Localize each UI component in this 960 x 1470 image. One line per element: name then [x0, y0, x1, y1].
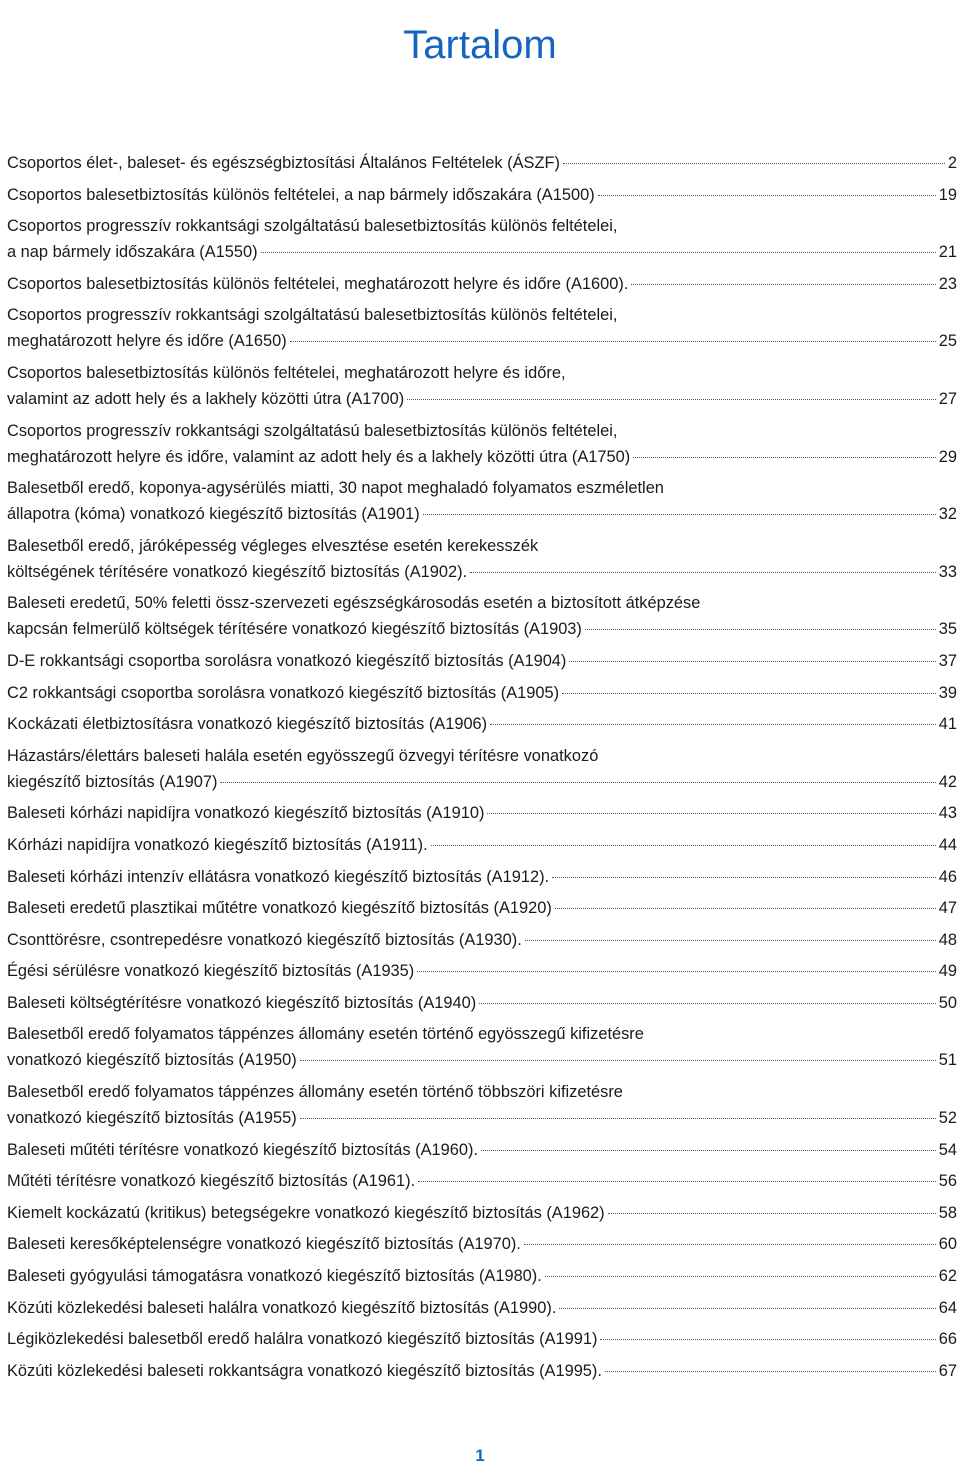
dot-leader: [431, 845, 936, 846]
toc-entry[interactable]: [7, 1081, 957, 1129]
toc-entry-line: [7, 273, 957, 295]
toc-entry[interactable]: [7, 713, 957, 735]
dot-leader: [290, 341, 936, 342]
toc-entry-line: [7, 446, 957, 468]
toc-entry-title: Balesetből eredő folyamatos táppénzes állomány esetén történő egyösszegű kifizetésre: [7, 1025, 644, 1044]
toc-entry-line: [7, 771, 957, 793]
dot-leader: [552, 877, 936, 878]
dot-leader: [418, 1181, 936, 1182]
toc-entry[interactable]: [7, 1297, 957, 1319]
toc-entry[interactable]: [7, 1170, 957, 1192]
toc-entry-line: [7, 929, 957, 951]
toc-page-number: 60: [938, 1235, 957, 1254]
toc-entry-title: a nap bármely időszakára (A1550): [7, 243, 258, 262]
toc-entry-line: [7, 1170, 957, 1192]
dot-leader: [525, 940, 936, 941]
toc-entry-title: kiegészítő biztosítás (A1907): [7, 772, 218, 791]
toc-entry[interactable]: [7, 1360, 957, 1382]
toc-page-number: 58: [938, 1203, 957, 1222]
dot-leader: [585, 629, 936, 630]
dot-leader: [417, 971, 936, 972]
toc-entry-line: [7, 241, 957, 263]
toc-entry-title: Baleseti eredetű, 50% feletti össz-szervezeti egészségkárosodás esetén a biztosított átképzése: [7, 594, 701, 613]
toc-page-number: 51: [938, 1051, 957, 1070]
dot-leader: [569, 661, 935, 662]
dot-leader: [524, 1244, 936, 1245]
toc-entry-title: Csoportos élet-, baleset- és egészségbiztosítási Általános Feltételek (ÁSZF): [7, 154, 560, 172]
toc-entry[interactable]: [7, 215, 957, 263]
toc-page-number: 32: [938, 505, 957, 524]
toc-entry[interactable]: [7, 152, 957, 174]
toc-entry-line: [7, 802, 957, 824]
toc-entry[interactable]: [7, 1202, 957, 1224]
toc-entry-title: Kiemelt kockázatú (kritikus) betegségekre vonatkozó kiegészítő biztosítás (A1962): [7, 1203, 605, 1222]
toc-entry-title: Baleseti kórházi napidíjra vonatkozó kiegészítő biztosítás (A1910): [7, 804, 485, 823]
page-number: 1: [475, 1446, 485, 1465]
toc-page-number: 64: [938, 1298, 957, 1317]
dot-leader: [559, 1308, 935, 1309]
toc-entry-title: Csoportos progresszív rokkantsági szolgáltatású balesetbiztosítás különös feltételei,: [7, 421, 618, 440]
toc-page-number: 50: [938, 993, 957, 1012]
toc-entry[interactable]: [7, 802, 957, 824]
toc-entry-title: Baleseti keresőképtelenségre vonatkozó kiegészítő biztosítás (A1970).: [7, 1235, 521, 1254]
toc-entry-title: Műtéti térítésre vonatkozó kiegészítő biztosítás (A1961).: [7, 1172, 416, 1191]
toc-entry-title: költségének térítésére vonatkozó kiegészítő biztosítás (A1902).: [7, 562, 468, 581]
toc-page-number: 25: [938, 332, 957, 351]
toc-entry-line: [7, 618, 957, 640]
toc-page-number: 52: [938, 1109, 957, 1128]
toc-entry[interactable]: [7, 1265, 957, 1287]
toc-entry-title: Baleseti gyógyulási támogatásra vonatkozó kiegészítő biztosítás (A1980).: [7, 1267, 542, 1286]
toc-entry-title: Balesetből eredő, koponya-agysérülés miatti, 30 napot meghaladó folyamatos eszméletlen: [7, 479, 664, 498]
toc-entry[interactable]: [7, 1023, 957, 1071]
toc-entry-title: Csonttörésre, csontrepedésre vonatkozó kiegészítő biztosítás (A1930).: [7, 930, 522, 949]
toc-entry[interactable]: [7, 866, 957, 888]
toc-entry-line: [7, 388, 957, 410]
toc-entry-title: Csoportos balesetbiztosítás különös feltételei, a nap bármely időszakára (A1500): [7, 185, 595, 204]
toc-entry[interactable]: [7, 992, 957, 1014]
toc-entry-title: Baleseti költségtérítésre vonatkozó kiegészítő biztosítás (A1940): [7, 993, 477, 1012]
toc-entry-title: Baleseti eredetű plasztikai műtétre vonatkozó kiegészítő biztosítás (A1920): [7, 899, 552, 918]
toc-entry-title: Kockázati életbiztosításra vonatkozó kiegészítő biztosítás (A1906): [7, 715, 488, 734]
dot-leader: [470, 572, 936, 573]
toc-entry-line: [7, 362, 957, 384]
toc-page-number: 43: [938, 804, 957, 823]
toc-entry-title: D-E rokkantsági csoportba sorolásra vonatkozó kiegészítő biztosítás (A1904): [7, 651, 567, 670]
dot-leader: [300, 1118, 936, 1119]
toc-entry-title: állapotra (kóma) vonatkozó kiegészítő biztosítás (A1901): [7, 505, 420, 524]
toc-entry-line: [7, 745, 957, 767]
toc-entry-line: [7, 1360, 957, 1382]
toc-entry-title: Égési sérülésre vonatkozó kiegészítő biztosítás (A1935): [7, 962, 415, 981]
toc-entry[interactable]: [7, 834, 957, 856]
toc-entry[interactable]: [7, 897, 957, 919]
toc-page-number: 33: [938, 562, 957, 581]
toc-page-number: 48: [938, 930, 957, 949]
toc-entry-line: [7, 592, 957, 614]
toc-entry[interactable]: [7, 362, 957, 410]
toc-entry-title: Baleseti műtéti térítésre vonatkozó kiegészítő biztosítás (A1960).: [7, 1140, 479, 1159]
toc-entry[interactable]: [7, 535, 957, 583]
page-title: Tartalom: [403, 22, 557, 67]
toc-entry-title: Csoportos balesetbiztosítás különös feltételei, meghatározott helyre és időre (A1600).: [7, 274, 629, 293]
toc-entry-title: meghatározott helyre és időre (A1650): [7, 332, 287, 351]
toc-entry[interactable]: [7, 477, 957, 525]
toc-page-number: 54: [938, 1140, 957, 1159]
dot-leader: [633, 457, 936, 458]
toc-entry-line: [7, 1049, 957, 1071]
toc-entry-title: Közúti közlekedési baleseti halálra vonatkozó kiegészítő biztosítás (A1990).: [7, 1298, 557, 1317]
toc-entry[interactable]: [7, 1233, 957, 1255]
toc-entry-line: [7, 713, 957, 735]
toc-entry-title: valamint az adott hely és a lakhely közötti útra (A1700): [7, 389, 405, 408]
toc-entry-line: [7, 535, 957, 557]
toc-entry-title: Kórházi napidíjra vonatkozó kiegészítő biztosítás (A1911).: [7, 835, 428, 854]
toc-entry-line: [7, 992, 957, 1014]
dot-leader: [220, 782, 935, 783]
toc-entry-line: [7, 1139, 957, 1161]
dot-leader: [555, 908, 936, 909]
toc-entry-title: Baleseti kórházi intenzív ellátásra vonatkozó kiegészítő biztosítás (A1912).: [7, 867, 550, 886]
toc-page-number: 41: [938, 715, 957, 734]
toc-entry-title: Közúti közlekedési baleseti rokkantságra vonatkozó kiegészítő biztosítás (A1995).: [7, 1361, 602, 1380]
toc-page-number: 62: [938, 1267, 957, 1286]
toc-entry-line: [7, 897, 957, 919]
toc-entry-line: [7, 1328, 957, 1350]
toc-page-number: 47: [938, 899, 957, 918]
toc-entry-line: [7, 152, 957, 174]
toc-page-number: 21: [938, 243, 957, 262]
toc-entry[interactable]: [7, 682, 957, 704]
dot-leader: [563, 163, 945, 164]
toc-entry-title: Légiközlekedési balesetből eredő halálra vonatkozó kiegészítő biztosítás (A1991): [7, 1330, 598, 1349]
toc-entry[interactable]: [7, 1139, 957, 1161]
toc-page-number: 49: [938, 962, 957, 981]
toc-entry-line: [7, 1233, 957, 1255]
dot-leader: [481, 1150, 936, 1151]
toc-entry-line: [7, 330, 957, 352]
toc-entry-line: [7, 477, 957, 499]
toc-entry-line: [7, 682, 957, 704]
toc-entry-title: Balesetből eredő folyamatos táppénzes állomány esetén történő többszöri kifizetésre: [7, 1083, 623, 1102]
dot-leader: [487, 813, 935, 814]
toc-entry-title: Balesetből eredő, járóképesség végleges elvesztése esetén kerekesszék: [7, 536, 539, 555]
toc-entry-title: kapcsán felmerülő költségek térítésére vonatkozó kiegészítő biztosítás (A1903): [7, 620, 582, 639]
toc-entry-title: C2 rokkantsági csoportba sorolásra vonatkozó kiegészítő biztosítás (A1905): [7, 683, 560, 702]
toc-entry-line: [7, 1297, 957, 1319]
toc-page-number: 46: [938, 867, 957, 886]
toc-entry[interactable]: [7, 929, 957, 951]
toc-entry-line: [7, 215, 957, 237]
toc-entry[interactable]: [7, 745, 957, 793]
dot-leader: [479, 1003, 936, 1004]
toc-entry-line: [7, 1202, 957, 1224]
toc-entry[interactable]: [7, 304, 957, 352]
toc-entry-line: [7, 1023, 957, 1045]
toc-entry[interactable]: [7, 420, 957, 468]
toc-entry[interactable]: [7, 1328, 957, 1350]
toc-entry-title: Csoportos progresszív rokkantsági szolgáltatású balesetbiztosítás különös feltételei,: [7, 217, 618, 236]
dot-leader: [598, 195, 936, 196]
dot-leader: [600, 1339, 935, 1340]
dot-leader: [261, 252, 936, 253]
toc-page-number: 23: [938, 274, 957, 293]
toc-entry[interactable]: [7, 650, 957, 672]
toc-page-number: 44: [938, 835, 957, 854]
toc-page-number: 66: [938, 1330, 957, 1349]
toc-entry-line: [7, 960, 957, 982]
toc-entry-title: Csoportos progresszív rokkantsági szolgáltatású balesetbiztosítás különös feltételei,: [7, 306, 618, 325]
toc-entry-line: [7, 834, 957, 856]
dot-leader: [608, 1213, 936, 1214]
toc-entry-line: [7, 420, 957, 442]
toc-entry-line: [7, 503, 957, 525]
toc-page-number: 37: [938, 651, 957, 670]
dot-leader: [562, 693, 936, 694]
toc-entry-title: Házastárs/élettárs baleseti halála esetén egyösszegű özvegyi térítésre vonatkozó: [7, 746, 599, 765]
dot-leader: [605, 1371, 936, 1372]
toc-entry-line: [7, 184, 957, 206]
toc-entry-line: [7, 304, 957, 326]
toc-entry[interactable]: [7, 960, 957, 982]
dot-leader: [423, 514, 936, 515]
toc-entry-line: [7, 1265, 957, 1287]
dot-leader: [407, 399, 936, 400]
dot-leader: [545, 1276, 936, 1277]
toc-entry[interactable]: [7, 273, 957, 295]
toc-page-number: 56: [938, 1172, 957, 1191]
toc-page-number: 2: [947, 154, 957, 172]
table-of-contents: [7, 152, 957, 1391]
toc-entry-title: vonatkozó kiegészítő biztosítás (A1955): [7, 1109, 297, 1128]
toc-entry-line: [7, 561, 957, 583]
dot-leader: [300, 1060, 936, 1061]
toc-page-number: 35: [938, 620, 957, 639]
toc-page-number: 19: [938, 185, 957, 204]
dot-leader: [631, 284, 935, 285]
toc-entry-line: [7, 866, 957, 888]
toc-page-number: 27: [938, 389, 957, 408]
toc-entry[interactable]: [7, 184, 957, 206]
toc-entry-line: [7, 1081, 957, 1103]
toc-page-number: 39: [938, 683, 957, 702]
toc-page-number: 67: [938, 1361, 957, 1380]
toc-entry-title: vonatkozó kiegészítő biztosítás (A1950): [7, 1051, 297, 1070]
toc-entry-title: meghatározott helyre és időre, valamint az adott hely és a lakhely közötti útra (A1750): [7, 447, 631, 466]
toc-page-number: 29: [938, 447, 957, 466]
toc-entry-line: [7, 1107, 957, 1129]
toc-entry-line: [7, 650, 957, 672]
toc-entry-title: Csoportos balesetbiztosítás különös feltételei, meghatározott helyre és időre,: [7, 363, 566, 382]
dot-leader: [490, 724, 936, 725]
toc-page-number: 42: [938, 772, 957, 791]
toc-entry[interactable]: [7, 592, 957, 640]
